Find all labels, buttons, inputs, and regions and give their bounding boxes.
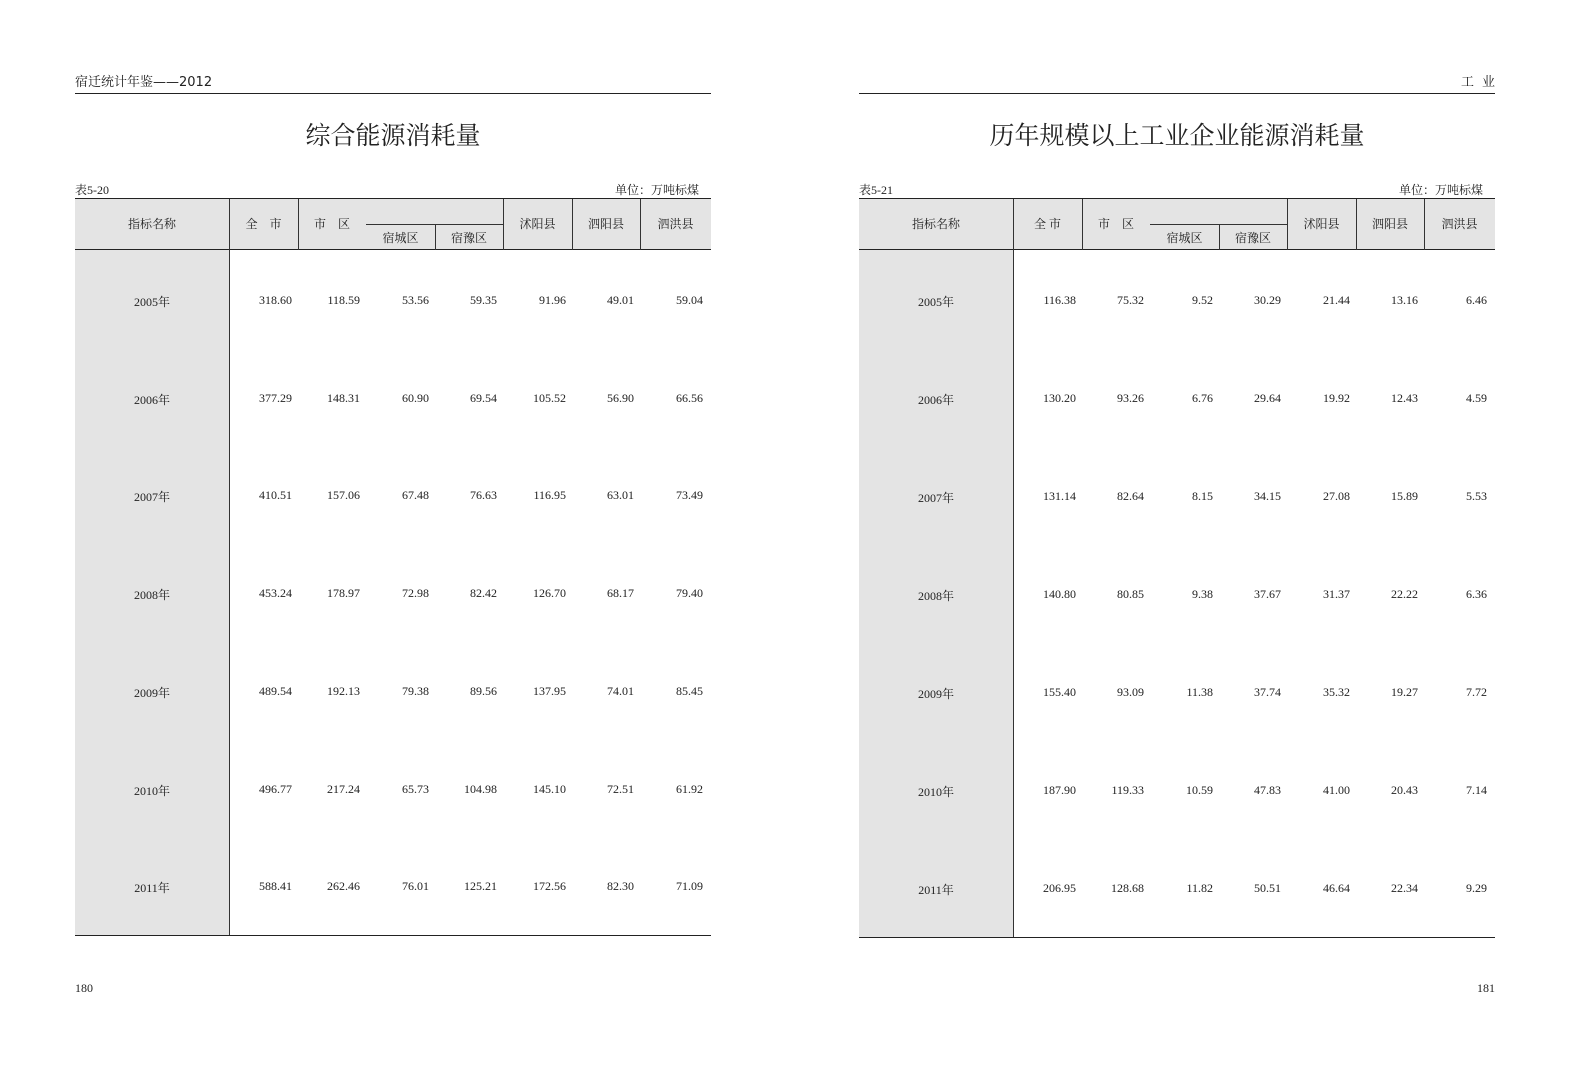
col-divider (229, 199, 230, 935)
header-sihong: 泗洪县 (1441, 217, 1478, 231)
table-row (75, 391, 711, 407)
cell-city-total: 206.95 (1043, 881, 1076, 895)
cell-sucheng: 76.01 (402, 879, 429, 893)
right-page (859, 0, 1503, 1077)
page-number: 180 (75, 981, 93, 995)
table-row (859, 293, 1495, 309)
table-row (75, 782, 711, 798)
running-head (75, 74, 711, 94)
cell-shuyang: 137.95 (533, 684, 566, 698)
unit-label: 单位：万吨标煤 (614, 183, 699, 197)
cell-suyu: 89.56 (470, 684, 497, 698)
table-row (859, 391, 1495, 407)
cell-shuyang: 91.96 (539, 293, 566, 307)
cell-siyang: 22.22 (1391, 587, 1418, 601)
header-shuyang: 沭阳县 (519, 217, 556, 231)
row-year: 2009年 (133, 686, 170, 700)
cell-suyu: 76.63 (470, 488, 497, 502)
cell-shuyang: 145.10 (533, 782, 566, 796)
cell-siyang: 56.90 (607, 391, 634, 405)
cell-suyu: 125.21 (464, 879, 497, 893)
row-year: 2009年 (917, 687, 954, 701)
cell-urban: 217.24 (327, 782, 360, 796)
running-head-text: 宿迁统计年鉴——2012 (75, 75, 213, 90)
cell-siyang: 74.01 (607, 684, 634, 698)
cell-city-total: 155.40 (1043, 685, 1076, 699)
cell-urban: 148.31 (327, 391, 360, 405)
cell-suyu: 37.74 (1254, 685, 1281, 699)
table-row (859, 783, 1495, 799)
cell-sihong: 7.72 (1466, 685, 1487, 699)
cell-sihong: 6.36 (1466, 587, 1487, 601)
cell-siyang: 15.89 (1391, 489, 1418, 503)
cell-shuyang: 116.95 (533, 488, 566, 502)
header-subrule (1150, 224, 1287, 225)
cell-sihong: 85.45 (676, 684, 703, 698)
cell-shuyang: 35.32 (1323, 685, 1350, 699)
cell-sucheng: 79.38 (402, 684, 429, 698)
cell-sihong: 5.53 (1466, 489, 1487, 503)
cell-urban: 119.33 (1111, 783, 1144, 797)
cell-suyu: 30.29 (1254, 293, 1281, 307)
row-year: 2011年 (134, 881, 170, 895)
cell-sihong: 71.09 (676, 879, 703, 893)
cell-sucheng: 10.59 (1186, 783, 1213, 797)
cell-urban: 192.13 (327, 684, 360, 698)
header-sihong: 泗洪县 (657, 217, 694, 231)
cell-city-total: 377.29 (259, 391, 292, 405)
cell-shuyang: 27.08 (1323, 489, 1350, 503)
cell-siyang: 72.51 (607, 782, 634, 796)
cell-suyu: 37.67 (1254, 587, 1281, 601)
cell-siyang: 68.17 (607, 586, 634, 600)
cell-urban: 118.59 (327, 293, 360, 307)
cell-sucheng: 6.76 (1192, 391, 1213, 405)
row-year: 2006年 (133, 393, 170, 407)
cell-shuyang: 21.44 (1323, 293, 1350, 307)
table-title: 综合能源消耗量 (305, 121, 481, 150)
header-subrule (366, 224, 503, 225)
cell-shuyang: 41.00 (1323, 783, 1350, 797)
cell-sucheng: 67.48 (402, 488, 429, 502)
cell-sihong: 66.56 (676, 391, 703, 405)
cell-siyang: 19.27 (1391, 685, 1418, 699)
header-suyu: 宿豫区 (450, 231, 487, 245)
cell-sucheng: 60.90 (402, 391, 429, 405)
cell-city-total: 140.80 (1043, 587, 1076, 601)
table-number: 表5-21 (859, 183, 893, 197)
cell-sucheng: 8.15 (1192, 489, 1213, 503)
cell-siyang: 63.01 (607, 488, 634, 502)
row-year: 2008年 (917, 589, 954, 603)
cell-sihong: 4.59 (1466, 391, 1487, 405)
cell-sihong: 73.49 (676, 488, 703, 502)
cell-siyang: 82.30 (607, 879, 634, 893)
table-row (859, 685, 1495, 701)
cell-suyu: 34.15 (1254, 489, 1281, 503)
cell-suyu: 59.35 (470, 293, 497, 307)
cell-sucheng: 9.52 (1192, 293, 1213, 307)
page-number: 181 (1477, 981, 1495, 995)
header-siyang: 泗阳县 (1371, 217, 1408, 231)
table-row (75, 293, 711, 309)
cell-urban: 128.68 (1111, 881, 1144, 895)
cell-urban: 178.97 (327, 586, 360, 600)
header-urban: 市 区 (313, 217, 350, 231)
col-divider (1013, 199, 1014, 937)
row-year: 2007年 (917, 491, 954, 505)
cell-urban: 262.46 (327, 879, 360, 893)
cell-city-total: 187.90 (1043, 783, 1076, 797)
header-indicator: 指标名称 (127, 217, 176, 231)
cell-shuyang: 172.56 (533, 879, 566, 893)
cell-siyang: 12.43 (1391, 391, 1418, 405)
cell-urban: 82.64 (1117, 489, 1144, 503)
cell-sucheng: 11.38 (1186, 685, 1213, 699)
header-sucheng: 宿城区 (1166, 231, 1203, 245)
cell-sihong: 9.29 (1466, 881, 1487, 895)
cell-siyang: 13.16 (1391, 293, 1418, 307)
row-year: 2006年 (917, 393, 954, 407)
row-year: 2005年 (133, 295, 170, 309)
row-year: 2010年 (917, 785, 954, 799)
cell-suyu: 47.83 (1254, 783, 1281, 797)
cell-siyang: 20.43 (1391, 783, 1418, 797)
cell-sucheng: 11.82 (1186, 881, 1213, 895)
cell-sihong: 6.46 (1466, 293, 1487, 307)
cell-city-total: 318.60 (259, 293, 292, 307)
cell-city-total: 116.38 (1043, 293, 1076, 307)
cell-shuyang: 19.92 (1323, 391, 1350, 405)
cell-city-total: 588.41 (259, 879, 292, 893)
row-year: 2011年 (918, 883, 954, 897)
cell-shuyang: 105.52 (533, 391, 566, 405)
cell-sihong: 79.40 (676, 586, 703, 600)
cell-city-total: 410.51 (259, 488, 292, 502)
cell-city-total: 130.20 (1043, 391, 1076, 405)
table-row (75, 586, 711, 602)
table-row (859, 881, 1495, 897)
cell-suyu: 50.51 (1254, 881, 1281, 895)
running-head (859, 74, 1503, 94)
cell-sihong: 7.14 (1466, 783, 1487, 797)
table-row (75, 684, 711, 700)
cell-sucheng: 53.56 (402, 293, 429, 307)
cell-sucheng: 9.38 (1192, 587, 1213, 601)
header-urban: 市 区 (1097, 217, 1134, 231)
cell-suyu: 82.42 (470, 586, 497, 600)
table-bottom-rule (75, 935, 711, 936)
header-sucheng: 宿城区 (382, 231, 419, 245)
cell-shuyang: 126.70 (533, 586, 566, 600)
cell-sihong: 61.92 (676, 782, 703, 796)
table-row (75, 879, 711, 895)
header-city-total: 全 市 (245, 217, 282, 231)
cell-city-total: 489.54 (259, 684, 292, 698)
cell-sucheng: 72.98 (402, 586, 429, 600)
header-city-total: 全 市 (1033, 217, 1061, 231)
cell-city-total: 131.14 (1043, 489, 1076, 503)
table-bottom-rule (859, 937, 1495, 938)
table-row (859, 489, 1495, 505)
cell-urban: 157.06 (327, 488, 360, 502)
cell-sucheng: 65.73 (402, 782, 429, 796)
row-year: 2010年 (133, 784, 170, 798)
table-row (859, 587, 1495, 603)
header-shuyang: 沭阳县 (1303, 217, 1340, 231)
cell-suyu: 104.98 (464, 782, 497, 796)
unit-label: 单位：万吨标煤 (1398, 183, 1483, 197)
header-suyu: 宿豫区 (1234, 231, 1271, 245)
cell-urban: 75.32 (1117, 293, 1144, 307)
cell-suyu: 69.54 (470, 391, 497, 405)
left-page (75, 0, 711, 1077)
cell-shuyang: 31.37 (1323, 587, 1350, 601)
cell-urban: 93.26 (1117, 391, 1144, 405)
cell-city-total: 453.24 (259, 586, 292, 600)
cell-sihong: 59.04 (676, 293, 703, 307)
cell-urban: 93.09 (1117, 685, 1144, 699)
table-title: 历年规模以上工业企业能源消耗量 (989, 121, 1365, 150)
header-siyang: 泗阳县 (587, 217, 624, 231)
cell-suyu: 29.64 (1254, 391, 1281, 405)
cell-urban: 80.85 (1117, 587, 1144, 601)
row-year: 2008年 (133, 588, 170, 602)
table-number: 表5-20 (75, 183, 109, 197)
cell-shuyang: 46.64 (1323, 881, 1350, 895)
cell-siyang: 22.34 (1391, 881, 1418, 895)
header-indicator: 指标名称 (911, 217, 960, 231)
row-year: 2005年 (917, 295, 954, 309)
row-year: 2007年 (133, 490, 170, 504)
table-row (75, 488, 711, 504)
running-head-text: 工业 (1460, 75, 1503, 90)
cell-city-total: 496.77 (259, 782, 292, 796)
cell-siyang: 49.01 (607, 293, 634, 307)
